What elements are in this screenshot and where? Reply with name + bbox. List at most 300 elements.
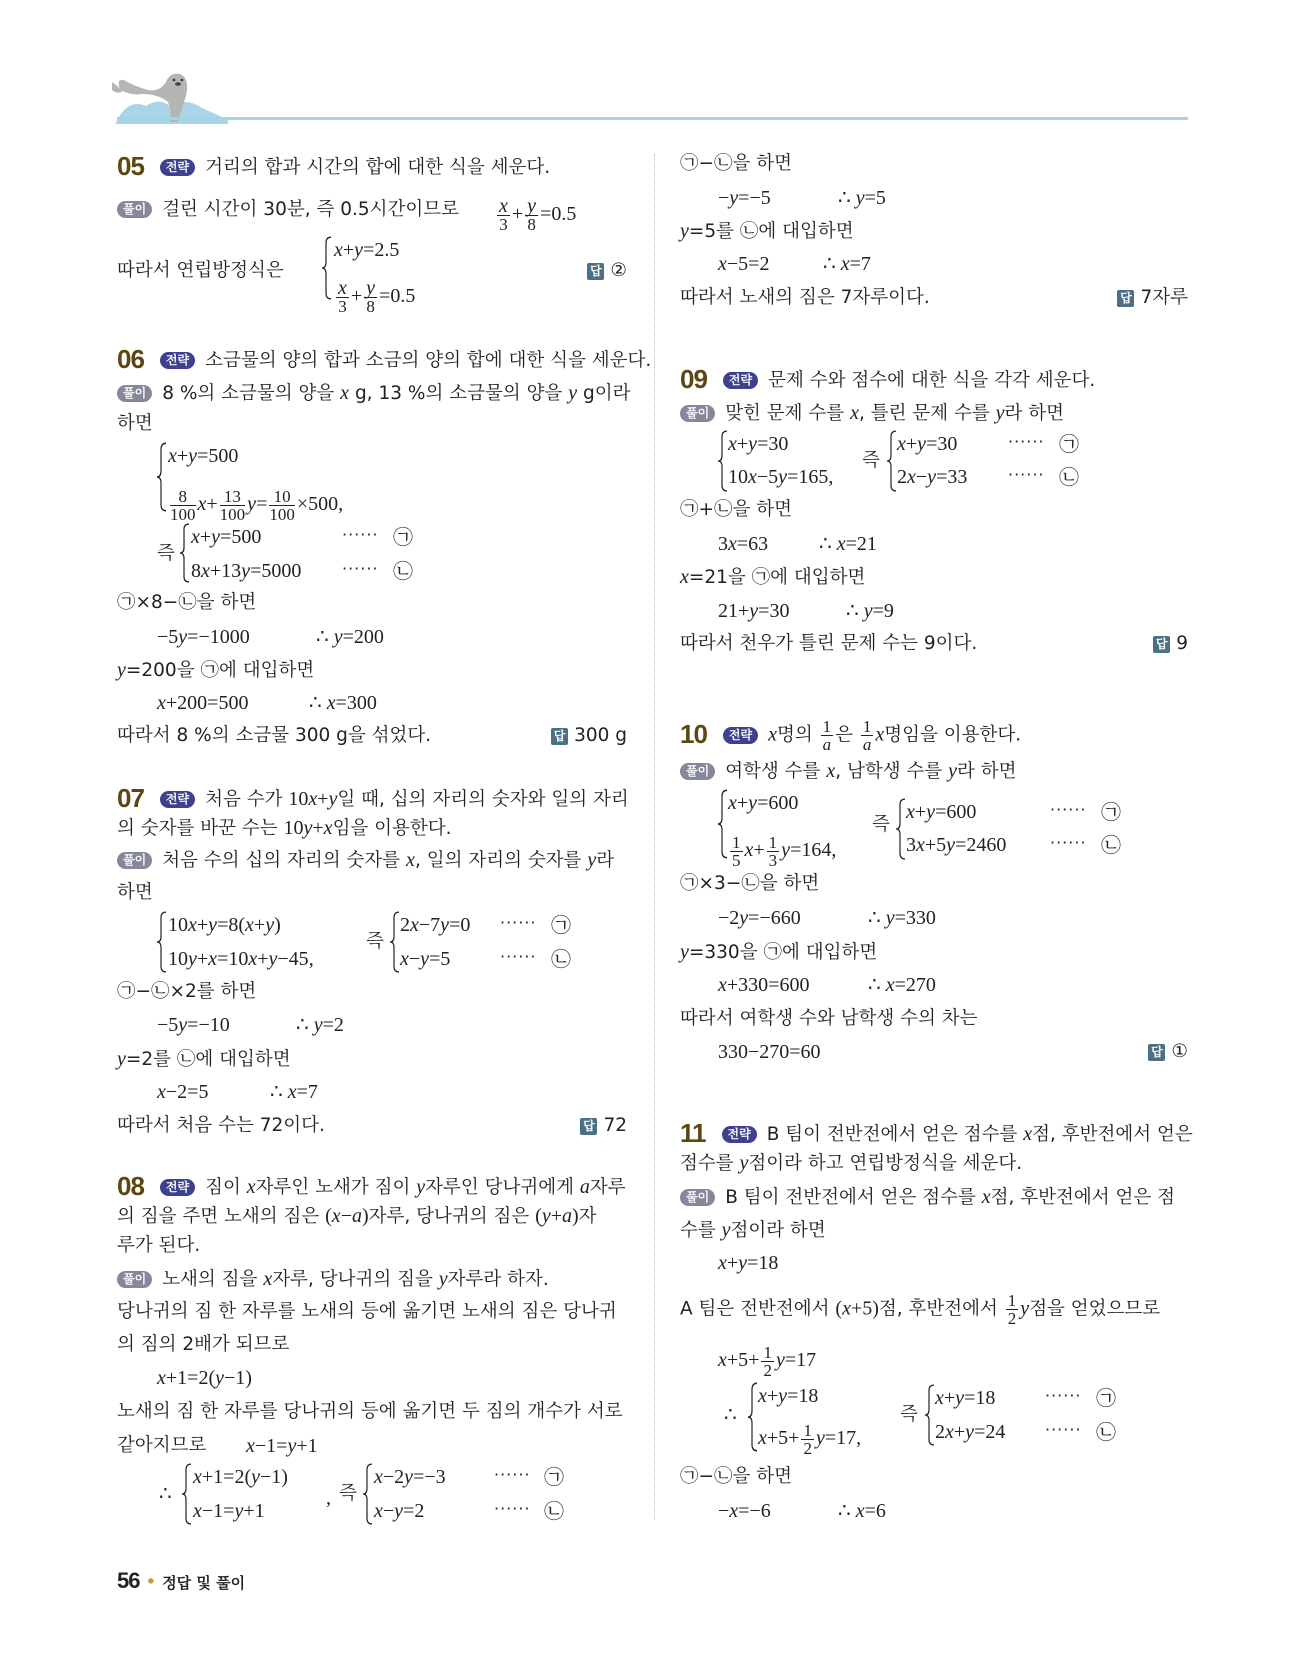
strategy-badge: 전략 xyxy=(160,352,195,369)
text-line: 따라서 처음 수는 72이다. xyxy=(117,1115,325,1136)
equation xyxy=(718,1343,817,1380)
fraction xyxy=(170,488,196,523)
strategy-badge: 전략 xyxy=(160,791,195,808)
strategy-badge: 전략 xyxy=(723,727,758,744)
equation: x+1=2(y−1) xyxy=(157,1367,252,1389)
text: 처음 수가 xyxy=(205,789,289,810)
term: ×500 xyxy=(296,493,339,516)
text-line: ㉠−㉡×2를 하면 xyxy=(117,981,257,1002)
denominator: 8 xyxy=(366,297,375,316)
text-line: 따라서 노새의 짐은 7자루이다. xyxy=(680,287,930,308)
page-number: 56 xyxy=(117,1568,140,1593)
dots: ······ xyxy=(342,525,379,544)
denominator: 100 xyxy=(269,505,295,524)
denominator: 2 xyxy=(1007,1309,1017,1328)
system-row: 3x+5y=2460 xyxy=(906,834,1007,856)
text-line: ㉠×3−㉡을 하면 xyxy=(680,873,820,894)
text: 여학생 수를 xyxy=(725,761,827,782)
text: 처음 수의 십의 자리의 숫자를 xyxy=(162,850,407,871)
comma: , xyxy=(338,493,344,516)
denominator: 5 xyxy=(732,851,741,870)
text-line xyxy=(680,940,877,964)
math: 10x−5y=165 xyxy=(728,466,829,488)
solution-line xyxy=(680,1185,1175,1209)
strategy-badge: 전략 xyxy=(160,1179,195,1196)
text-line: ㉠+㉡을 하면 xyxy=(680,499,792,520)
comma: , xyxy=(831,839,837,862)
answer-value: 300 g xyxy=(574,725,627,746)
answer-badge: 답 xyxy=(1117,290,1134,307)
text: 노새의 짐을 xyxy=(162,1269,264,1290)
math: x xyxy=(875,723,885,746)
numerator: x xyxy=(338,277,347,299)
numerator: x xyxy=(499,195,508,217)
text-line: 당나귀의 짐 한 자루를 노새의 등에 옮기면 노새의 짐은 당나귀 xyxy=(117,1301,617,1322)
numerator: 1 xyxy=(862,717,872,736)
math: 10x+y xyxy=(288,788,338,810)
answer xyxy=(1148,1040,1188,1064)
result: ∴ y=5 xyxy=(838,187,886,209)
text: 점이라 하면 xyxy=(730,1220,826,1241)
denominator: 3 xyxy=(499,215,508,234)
denominator: 2 xyxy=(763,1361,772,1380)
denominator: 2 xyxy=(803,1439,812,1458)
dots: ······ xyxy=(494,1499,531,1518)
equation: −5y=−1000 xyxy=(157,626,250,648)
brace-icon xyxy=(925,1384,935,1446)
brace-icon xyxy=(363,1463,373,1525)
text: g이라 xyxy=(577,383,631,404)
solution-badge: 풀이 xyxy=(117,1271,152,1288)
circled-label: ㉠ xyxy=(551,913,571,937)
text-line: 하면 xyxy=(117,413,153,434)
circled-label: ㉠ xyxy=(1101,800,1121,824)
brace-icon xyxy=(887,430,897,492)
bullet: • xyxy=(145,1572,157,1593)
problem-05-heading xyxy=(117,151,551,181)
solution-line xyxy=(117,848,614,872)
system-row xyxy=(758,1421,862,1458)
brace-icon xyxy=(896,798,906,860)
dots: ······ xyxy=(494,1465,531,1484)
equation: 3x=63 xyxy=(718,533,769,555)
brace-icon xyxy=(157,442,167,512)
math: a xyxy=(579,1176,590,1198)
equation: x−2=5 xyxy=(157,1081,209,1103)
text: g, 13 %의 소금물의 양을 xyxy=(349,383,569,404)
problem-number: 08 xyxy=(117,1171,144,1201)
system-row: x−2y=−3 xyxy=(374,1466,446,1488)
equation: x−5=2 xyxy=(718,253,770,275)
circled-label: ㉡ xyxy=(544,1499,564,1523)
text: 자 xyxy=(578,1206,597,1227)
label-ji: 즉 xyxy=(900,1404,918,1425)
text: 8 %의 소금물의 양을 xyxy=(162,383,341,404)
brace-icon xyxy=(180,523,190,583)
text: 자루 xyxy=(589,1177,626,1198)
comma: , xyxy=(828,466,834,488)
rhs: =0.5 xyxy=(379,285,416,308)
system-row: 2x−y=33 xyxy=(897,466,968,488)
problem-10-heading xyxy=(680,717,1022,754)
math: y xyxy=(739,1152,749,1174)
term: x+5+ xyxy=(718,1349,760,1372)
text-line: 같아지므로 xyxy=(117,1435,207,1456)
text-line: 하면 xyxy=(117,882,153,903)
math: x xyxy=(263,1268,273,1290)
text: =5를 ㉡에 대입하면 xyxy=(688,221,854,242)
system-row xyxy=(168,947,314,971)
math: 10y+x=10x+y−45 xyxy=(168,948,309,970)
text: B 팀이 전반전에서 얻은 점수를 xyxy=(766,1124,1024,1145)
text-line: 따라서 여학생 수와 남학생 수의 차는 xyxy=(680,1008,978,1029)
problem-11-heading xyxy=(680,1118,1193,1148)
text: 자루인 당나귀에게 xyxy=(425,1177,580,1198)
equation: x+330=600 xyxy=(718,974,810,996)
term: x+5+ xyxy=(758,1427,800,1450)
text-line xyxy=(117,658,314,682)
fraction xyxy=(730,834,743,869)
fraction xyxy=(761,1344,774,1379)
text: , 남학생 수를 xyxy=(835,761,949,782)
strategy-text: 거리의 합과 시간의 합에 대한 식을 세운다. xyxy=(205,157,551,178)
equation: x+200=500 xyxy=(157,692,249,714)
result: ∴ y=330 xyxy=(868,907,936,929)
system-row: x+y=600 xyxy=(728,792,799,814)
text-line xyxy=(680,1291,1161,1328)
text: 자루라 하자. xyxy=(447,1269,549,1290)
fraction xyxy=(220,488,246,523)
brace-icon xyxy=(718,789,728,859)
strategy-text: 문제 수와 점수에 대한 식을 각각 세운다. xyxy=(768,370,1096,391)
brace-icon xyxy=(157,911,167,973)
circled-label: ㉡ xyxy=(1059,465,1079,489)
brace-icon xyxy=(322,236,332,300)
answer-value: ② xyxy=(610,260,627,281)
label-ji: 즉 xyxy=(862,450,880,471)
equation: 330−270=60 xyxy=(718,1041,821,1063)
text-line: 루가 된다. xyxy=(117,1235,201,1256)
system-row: 2x+y=24 xyxy=(935,1421,1006,1443)
text-line: 따라서 8 %의 소금물 300 g을 섞었다. xyxy=(117,725,432,746)
circled-label: ㉡ xyxy=(1096,1420,1116,1444)
system-row: x+y=18 xyxy=(935,1387,996,1409)
system-row: x−y=2 xyxy=(374,1500,425,1522)
numerator: 1 xyxy=(822,717,832,736)
equation: −5y=−10 xyxy=(157,1014,230,1036)
strategy-badge: 전략 xyxy=(160,159,195,176)
system-row xyxy=(728,465,833,489)
fraction xyxy=(497,195,510,234)
math: y xyxy=(568,382,578,404)
answer xyxy=(1117,286,1188,310)
dots: ······ xyxy=(1045,1420,1082,1439)
problem-number: 06 xyxy=(117,344,144,374)
math: x xyxy=(1023,1123,1033,1145)
text-line xyxy=(680,565,865,589)
equation: −x=−6 xyxy=(718,1500,771,1522)
fraction xyxy=(767,834,780,869)
problem-number: 11 xyxy=(680,1118,706,1148)
math: y xyxy=(587,849,597,871)
term: x+ xyxy=(197,493,218,516)
footer-label: 정답 및 풀이 xyxy=(162,1574,246,1592)
dots: ······ xyxy=(500,913,537,932)
solution-badge: 풀이 xyxy=(680,405,715,422)
text: 점수를 xyxy=(680,1153,740,1174)
fraction xyxy=(269,488,295,523)
result: ∴ x=7 xyxy=(270,1081,318,1103)
equation: 21+y=30 xyxy=(718,600,790,622)
text-line: 노새의 짐 한 자루를 당나귀의 등에 옮기면 두 짐의 개수가 서로 xyxy=(117,1401,623,1422)
system-row: x+y=2.5 xyxy=(334,239,400,261)
column-divider xyxy=(654,154,655,1520)
math: y xyxy=(438,1268,448,1290)
comma: , xyxy=(856,1427,862,1450)
answer xyxy=(551,724,627,748)
answer-value: 7자루 xyxy=(1140,287,1188,308)
text: 점, 후반전에서 xyxy=(878,1298,1004,1320)
fraction xyxy=(821,718,834,753)
math: x xyxy=(246,1176,256,1198)
term: y=164 xyxy=(781,839,832,862)
numerator: 8 xyxy=(170,488,196,506)
rhs: =0.5 xyxy=(540,203,577,226)
math: (x−a) xyxy=(325,1205,369,1227)
numerator: 1 xyxy=(763,1343,772,1362)
denominator: a xyxy=(862,735,872,754)
fraction xyxy=(336,277,349,316)
solution-badge: 풀이 xyxy=(117,201,152,218)
term: x+ xyxy=(744,839,765,862)
system-row: x+1=2(y−1) xyxy=(193,1466,288,1488)
denominator: 100 xyxy=(170,505,196,524)
math: x xyxy=(768,723,777,746)
text: 걸린 시간이 30분, 즉 0.5시간이므로 xyxy=(162,199,460,220)
fraction xyxy=(861,718,874,753)
text: 라 xyxy=(596,850,615,871)
text: 짐이 xyxy=(205,1177,247,1198)
solution-line xyxy=(680,401,1064,425)
system-row: x+y=500 xyxy=(168,445,239,467)
equation: x+y=18 xyxy=(718,1252,779,1274)
denominator: a xyxy=(822,735,832,754)
result: ∴ x=21 xyxy=(819,533,877,555)
problem-06-heading xyxy=(117,344,652,374)
system-row: x+y=18 xyxy=(758,1385,819,1407)
answer-badge: 답 xyxy=(551,728,568,745)
answer-badge: 답 xyxy=(580,1118,597,1135)
answer-value: ① xyxy=(1171,1041,1188,1062)
solution-badge: 풀이 xyxy=(680,763,715,780)
text-line: ㉠−㉡을 하면 xyxy=(680,1466,792,1487)
text-line: ㉠×8−㉡을 하면 xyxy=(117,592,257,613)
dots: ······ xyxy=(1045,1386,1082,1405)
text: B 팀이 전반전에서 얻은 점수를 xyxy=(725,1187,982,1208)
system-row xyxy=(334,277,416,316)
numerator: 10 xyxy=(269,488,295,506)
text: 임을 이용한다. xyxy=(332,818,452,839)
text: A 팀은 전반전에서 xyxy=(680,1298,836,1320)
brace-icon xyxy=(748,1382,758,1452)
term: y= xyxy=(247,493,268,516)
text: 점을 얻었으므로 xyxy=(1029,1298,1161,1320)
system-row xyxy=(728,833,837,870)
strategy-text: 소금물의 양의 합과 소금의 양의 합에 대한 식을 세운다. xyxy=(205,350,652,371)
result: ∴ y=200 xyxy=(316,626,384,648)
math: y xyxy=(948,760,957,782)
page-footer xyxy=(117,1569,245,1593)
solution-badge: 풀이 xyxy=(117,385,152,402)
system-row: x−1=y+1 xyxy=(193,1500,265,1522)
text: 점이라 하고 연립방정식을 세운다. xyxy=(748,1153,1023,1174)
math: 10y+x xyxy=(283,817,333,839)
dots: ······ xyxy=(500,947,537,966)
text: 라 하면 xyxy=(956,761,1017,782)
problem-number: 05 xyxy=(117,151,144,181)
problem-08-heading xyxy=(117,1171,626,1201)
operator: + xyxy=(511,203,524,226)
answer xyxy=(587,259,627,283)
math: x xyxy=(850,402,859,424)
equation: x−1=y+1 xyxy=(246,1435,318,1457)
math: y xyxy=(680,220,689,242)
circled-label: ㉠ xyxy=(544,1465,564,1489)
answer xyxy=(580,1114,627,1138)
text: 자루인 노새가 짐이 xyxy=(255,1177,417,1198)
solution-line xyxy=(680,759,1016,783)
answer-badge: 답 xyxy=(1153,636,1170,653)
numerator: 1 xyxy=(803,1421,812,1440)
answer-badge: 답 xyxy=(1148,1044,1165,1061)
math: y xyxy=(117,1048,126,1070)
text: 명의 xyxy=(777,724,819,746)
answer-badge: 답 xyxy=(587,263,604,280)
numerator: 1 xyxy=(1007,1291,1017,1310)
dots: ······ xyxy=(1008,465,1045,484)
fraction xyxy=(801,1422,814,1457)
result: ∴ y=2 xyxy=(296,1014,344,1036)
system-row: x+y=30 xyxy=(728,433,789,455)
denominator: 8 xyxy=(527,215,536,234)
problem-number: 09 xyxy=(680,364,707,394)
solution-badge: 풀이 xyxy=(680,1189,715,1206)
solution-badge: 풀이 xyxy=(117,852,152,869)
dots: ······ xyxy=(1050,800,1087,819)
system-row: 10x+y=8(x+y) xyxy=(168,914,281,936)
operator: + xyxy=(350,285,363,308)
solution-line xyxy=(117,1267,549,1291)
numerator: 1 xyxy=(768,833,778,852)
therefore-symbol: ∴ xyxy=(159,1483,172,1505)
dots: ······ xyxy=(1050,833,1087,852)
math: y xyxy=(416,1176,426,1198)
text-line xyxy=(117,1047,291,1071)
denominator: 100 xyxy=(219,505,246,524)
system-row: 8x+13y=5000 xyxy=(191,560,302,582)
text-line: ㉠−㉡을 하면 xyxy=(680,153,792,174)
math: y xyxy=(117,659,126,681)
text: 의 숫자를 바꾼 수는 xyxy=(117,818,284,839)
result: ∴ x=6 xyxy=(838,1500,886,1522)
fraction xyxy=(364,277,377,316)
text: 맞힌 문제 수를 xyxy=(725,403,851,424)
problem-09-heading xyxy=(680,364,1096,394)
text: 일 때, 십의 자리의 숫자와 일의 자리 xyxy=(337,789,629,810)
dots: ······ xyxy=(342,559,379,578)
text: , 일의 자리의 숫자를 xyxy=(414,850,588,871)
numerator: 13 xyxy=(220,488,246,506)
numerator: y xyxy=(366,277,376,299)
result: ∴ x=270 xyxy=(868,974,936,996)
text: =2를 ㉡에 대입하면 xyxy=(125,1049,291,1070)
numerator: y xyxy=(527,195,537,217)
text: , 틀린 문제 수를 xyxy=(858,403,996,424)
circled-label: ㉡ xyxy=(551,947,571,971)
problem-07-heading xyxy=(117,783,629,813)
text: 자루, 당나귀의 짐을 xyxy=(272,1269,439,1290)
math: x xyxy=(680,566,689,588)
strategy-badge: 전략 xyxy=(723,372,758,389)
text: 의 짐을 주면 노새의 짐은 xyxy=(117,1206,326,1227)
label-ji: 즉 xyxy=(872,814,890,835)
brace-icon xyxy=(390,911,400,973)
fraction xyxy=(525,195,538,234)
text-line xyxy=(680,219,854,243)
math: y xyxy=(1020,1297,1030,1320)
math: x xyxy=(406,849,415,871)
term: y=17 xyxy=(815,1427,857,1450)
math: x xyxy=(340,382,350,404)
circled-label: ㉡ xyxy=(1101,833,1121,857)
circled-label: ㉠ xyxy=(1059,432,1079,456)
problem-number: 07 xyxy=(117,783,144,813)
text-line: 따라서 연립방정식은 xyxy=(117,260,284,281)
numerator: 1 xyxy=(732,833,741,852)
math: y xyxy=(721,1219,731,1241)
text: 은 xyxy=(835,724,859,746)
answer-value: 72 xyxy=(603,1115,627,1136)
text: 점, 후반전에서 얻은 점 xyxy=(990,1187,1176,1208)
solution-line xyxy=(117,198,459,222)
math: y xyxy=(680,941,689,963)
system-row: x+y=30 xyxy=(897,433,958,455)
text: 자루, 당나귀의 짐은 xyxy=(368,1206,536,1227)
math: (y+a) xyxy=(535,1205,579,1227)
result: ∴ x=300 xyxy=(309,692,377,714)
text: 점, 후반전에서 얻은 xyxy=(1032,1124,1193,1145)
label-ji: 즉 xyxy=(339,1483,357,1504)
fraction xyxy=(1006,1292,1019,1327)
text: 수를 xyxy=(680,1220,722,1241)
system-row: x+y=500 xyxy=(191,526,262,548)
math: x xyxy=(981,1186,991,1208)
solution-line xyxy=(117,381,630,405)
comma: , xyxy=(326,1487,331,1509)
text: =330을 ㉠에 대입하면 xyxy=(688,942,878,963)
header-rule xyxy=(117,117,1188,120)
dots: ······ xyxy=(1008,432,1045,451)
brace-icon xyxy=(718,430,728,492)
denominator: 3 xyxy=(768,851,778,870)
seal-illustration-icon xyxy=(112,68,242,124)
text-line xyxy=(117,1204,597,1228)
term: y=17 xyxy=(775,1349,817,1372)
text-line: 따라서 천우가 틀린 문제 수는 9이다. xyxy=(680,633,978,654)
therefore-symbol: ∴ xyxy=(724,1404,737,1426)
math: (x+5) xyxy=(835,1297,879,1320)
system-row: x+y=600 xyxy=(906,801,977,823)
